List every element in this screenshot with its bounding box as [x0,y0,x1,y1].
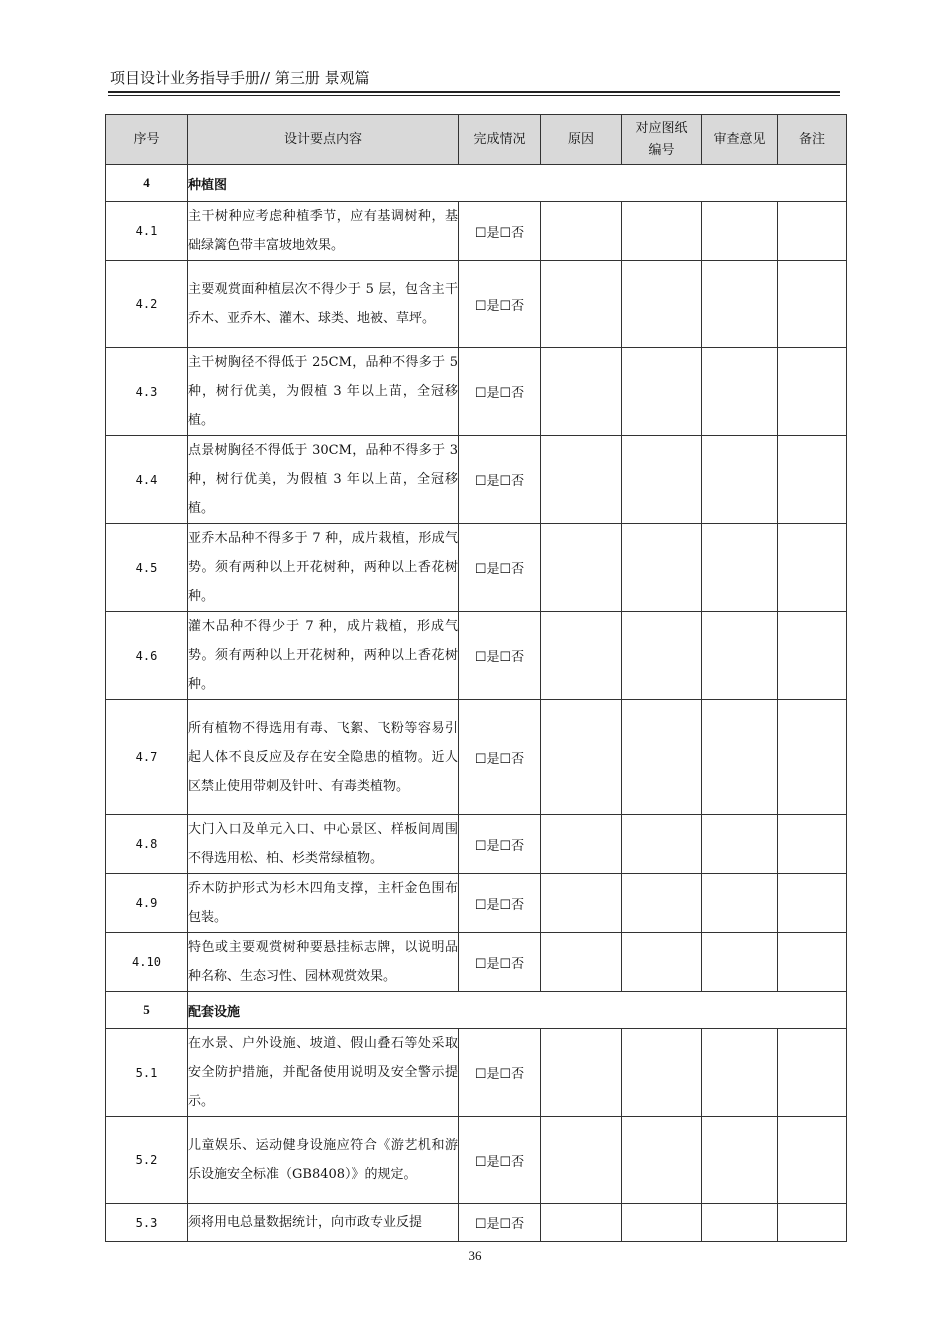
completion-checkbox-yes-no[interactable]: ☐是☐否 [459,700,541,815]
reason-cell[interactable] [541,524,622,612]
review-opinion-cell[interactable] [702,612,778,700]
review-opinion-cell[interactable] [702,202,778,261]
reason-cell[interactable] [541,1029,622,1117]
review-opinion-cell[interactable] [702,348,778,436]
design-point-content: 灌木品种不得少于 7 种，成片栽植，形成气势。须有两种以上开花树种，两种以上香花树种。 [188,612,459,700]
table-row [106,874,847,933]
table-row [106,612,847,700]
remarks-cell[interactable] [778,874,847,933]
completion-checkbox-yes-no[interactable]: ☐是☐否 [459,261,541,348]
completion-checkbox-yes-no[interactable]: ☐是☐否 [459,1029,541,1117]
design-point-content: 亚乔木品种不得多于 7 种，成片栽植，形成气势。须有两种以上开花树种，两种以上香花树种。 [188,524,459,612]
page-number: 36 [468,1248,482,1263]
header-rule-thin [108,95,840,96]
header-rule [108,91,840,93]
drawing-number-cell[interactable] [622,1204,702,1242]
section-row [106,165,847,202]
table-row [106,436,847,524]
item-number: 4.3 [106,348,188,436]
remarks-cell[interactable] [778,436,847,524]
reason-cell[interactable] [541,612,622,700]
remarks-cell[interactable] [778,933,847,992]
table-row [106,348,847,436]
completion-checkbox-yes-no[interactable]: ☐是☐否 [459,1204,541,1242]
table-row [106,524,847,612]
remarks-cell[interactable] [778,612,847,700]
reason-cell[interactable] [541,933,622,992]
remarks-cell[interactable] [778,1029,847,1117]
drawing-number-cell[interactable] [622,700,702,815]
page-header: 项目设计业务指导手册// 第三册 景观篇 [110,69,370,87]
review-opinion-cell[interactable] [702,1204,778,1242]
design-point-content: 点景树胸径不得低于 30CM，品种不得多于 3 种，树行优美，为假植 3 年以上苗，全冠移植。 [188,436,459,524]
item-number: 4.10 [106,933,188,992]
remarks-cell[interactable] [778,815,847,874]
column-header-number: 序号 [106,115,188,165]
reason-cell[interactable] [541,700,622,815]
item-number: 4.7 [106,700,188,815]
table-row [106,202,847,261]
completion-checkbox-yes-no[interactable]: ☐是☐否 [459,933,541,992]
item-number: 4.8 [106,815,188,874]
review-opinion-cell[interactable] [702,815,778,874]
remarks-cell[interactable] [778,1117,847,1204]
drawing-number-cell[interactable] [622,1029,702,1117]
column-header-content: 设计要点内容 [188,115,459,165]
table-row [106,1029,847,1117]
column-header-drawing-number [622,115,702,165]
completion-checkbox-yes-no[interactable]: ☐是☐否 [459,874,541,933]
completion-checkbox-yes-no[interactable]: ☐是☐否 [459,1117,541,1204]
design-point-content: 须将用电总量数据统计，向市政专业反提 [188,1204,459,1242]
drawing-number-cell[interactable] [622,1117,702,1204]
remarks-cell[interactable] [778,202,847,261]
drawing-number-cell[interactable] [622,524,702,612]
remarks-cell[interactable] [778,1204,847,1242]
review-opinion-cell[interactable] [702,436,778,524]
table-header-row [106,115,847,165]
section-number: 4 [106,165,188,202]
item-number: 5.3 [106,1204,188,1242]
item-number: 5.1 [106,1029,188,1117]
section-number: 5 [106,992,188,1029]
column-header-status: 完成情况 [459,115,541,165]
drawing-number-cell[interactable] [622,348,702,436]
completion-checkbox-yes-no[interactable]: ☐是☐否 [459,436,541,524]
reason-cell[interactable] [541,348,622,436]
reason-cell[interactable] [541,1204,622,1242]
reason-cell[interactable] [541,436,622,524]
remarks-cell[interactable] [778,524,847,612]
review-opinion-cell[interactable] [702,524,778,612]
reason-cell[interactable] [541,874,622,933]
review-opinion-cell[interactable] [702,874,778,933]
design-point-content: 主干树种应考虑种植季节，应有基调树种，基础绿篱色带丰富坡地效果。 [188,202,459,261]
reason-cell[interactable] [541,202,622,261]
design-point-content: 特色或主要观赏树种要悬挂标志牌，以说明品种名称、生态习性、园林观赏效果。 [188,933,459,992]
drawing-number-cell[interactable] [622,436,702,524]
review-opinion-cell[interactable] [702,700,778,815]
remarks-cell[interactable] [778,348,847,436]
section-title: 种植图 [188,165,847,202]
remarks-cell[interactable] [778,700,847,815]
item-number: 4.4 [106,436,188,524]
table-row [106,261,847,348]
item-number: 4.1 [106,202,188,261]
reason-cell[interactable] [541,815,622,874]
column-header-review: 审查意见 [702,115,778,165]
completion-checkbox-yes-no[interactable]: ☐是☐否 [459,348,541,436]
drawing-number-cell[interactable] [622,612,702,700]
item-number: 4.5 [106,524,188,612]
review-opinion-cell[interactable] [702,1029,778,1117]
design-point-content: 儿童娱乐、运动健身设施应符合《游艺机和游乐设施安全标准（GB8408）》的规定。 [188,1117,459,1204]
drawing-number-cell[interactable] [622,933,702,992]
drawing-number-cell[interactable] [622,202,702,261]
design-point-content: 主要观赏面种植层次不得少于 5 层，包含主干乔木、亚乔木、灌木、球类、地被、草坪。 [188,261,459,348]
table-row [106,933,847,992]
item-number: 4.2 [106,261,188,348]
review-opinion-cell[interactable] [702,933,778,992]
table-row [106,700,847,815]
drawing-number-cell[interactable] [622,815,702,874]
item-number: 4.9 [106,874,188,933]
design-point-content: 大门入口及单元入口、中心景区、样板间周围不得选用松、柏、杉类常绿植物。 [188,815,459,874]
design-point-content: 主干树胸径不得低于 25CM，品种不得多于 5 种，树行优美，为假植 3 年以上苗，全冠移植。 [188,348,459,436]
item-number: 4.6 [106,612,188,700]
review-opinion-cell[interactable] [702,261,778,348]
drawing-number-cell[interactable] [622,874,702,933]
design-point-content: 乔木防护形式为杉木四角支撑，主杆金色围布包装。 [188,874,459,933]
completion-checkbox-yes-no[interactable]: ☐是☐否 [459,815,541,874]
drawing-number-label: 对应图纸编号 [635,120,688,158]
remarks-cell[interactable] [778,261,847,348]
table-row [106,1204,847,1242]
table-body [106,165,847,1242]
completion-checkbox-yes-no[interactable]: ☐是☐否 [459,524,541,612]
drawing-number-cell[interactable] [622,261,702,348]
design-point-content: 所有植物不得选用有毒、飞絮、飞粉等容易引起人体不良反应及存在安全隐患的植物。近人区禁止使用带刺及针叶、有毒类植物。 [188,700,459,815]
column-header-remarks: 备注 [778,115,847,165]
design-checklist-table [105,114,847,1242]
design-point-content: 在水景、户外设施、坡道、假山叠石等处采取安全防护措施，并配备使用说明及安全警示提示。 [188,1029,459,1117]
review-opinion-cell[interactable] [702,1117,778,1204]
completion-checkbox-yes-no[interactable]: ☐是☐否 [459,202,541,261]
reason-cell[interactable] [541,261,622,348]
table-row [106,1117,847,1204]
section-title: 配套设施 [188,992,847,1029]
completion-checkbox-yes-no[interactable]: ☐是☐否 [459,612,541,700]
reason-cell[interactable] [541,1117,622,1204]
column-header-reason: 原因 [541,115,622,165]
table-row [106,815,847,874]
item-number: 5.2 [106,1117,188,1204]
section-row [106,992,847,1029]
